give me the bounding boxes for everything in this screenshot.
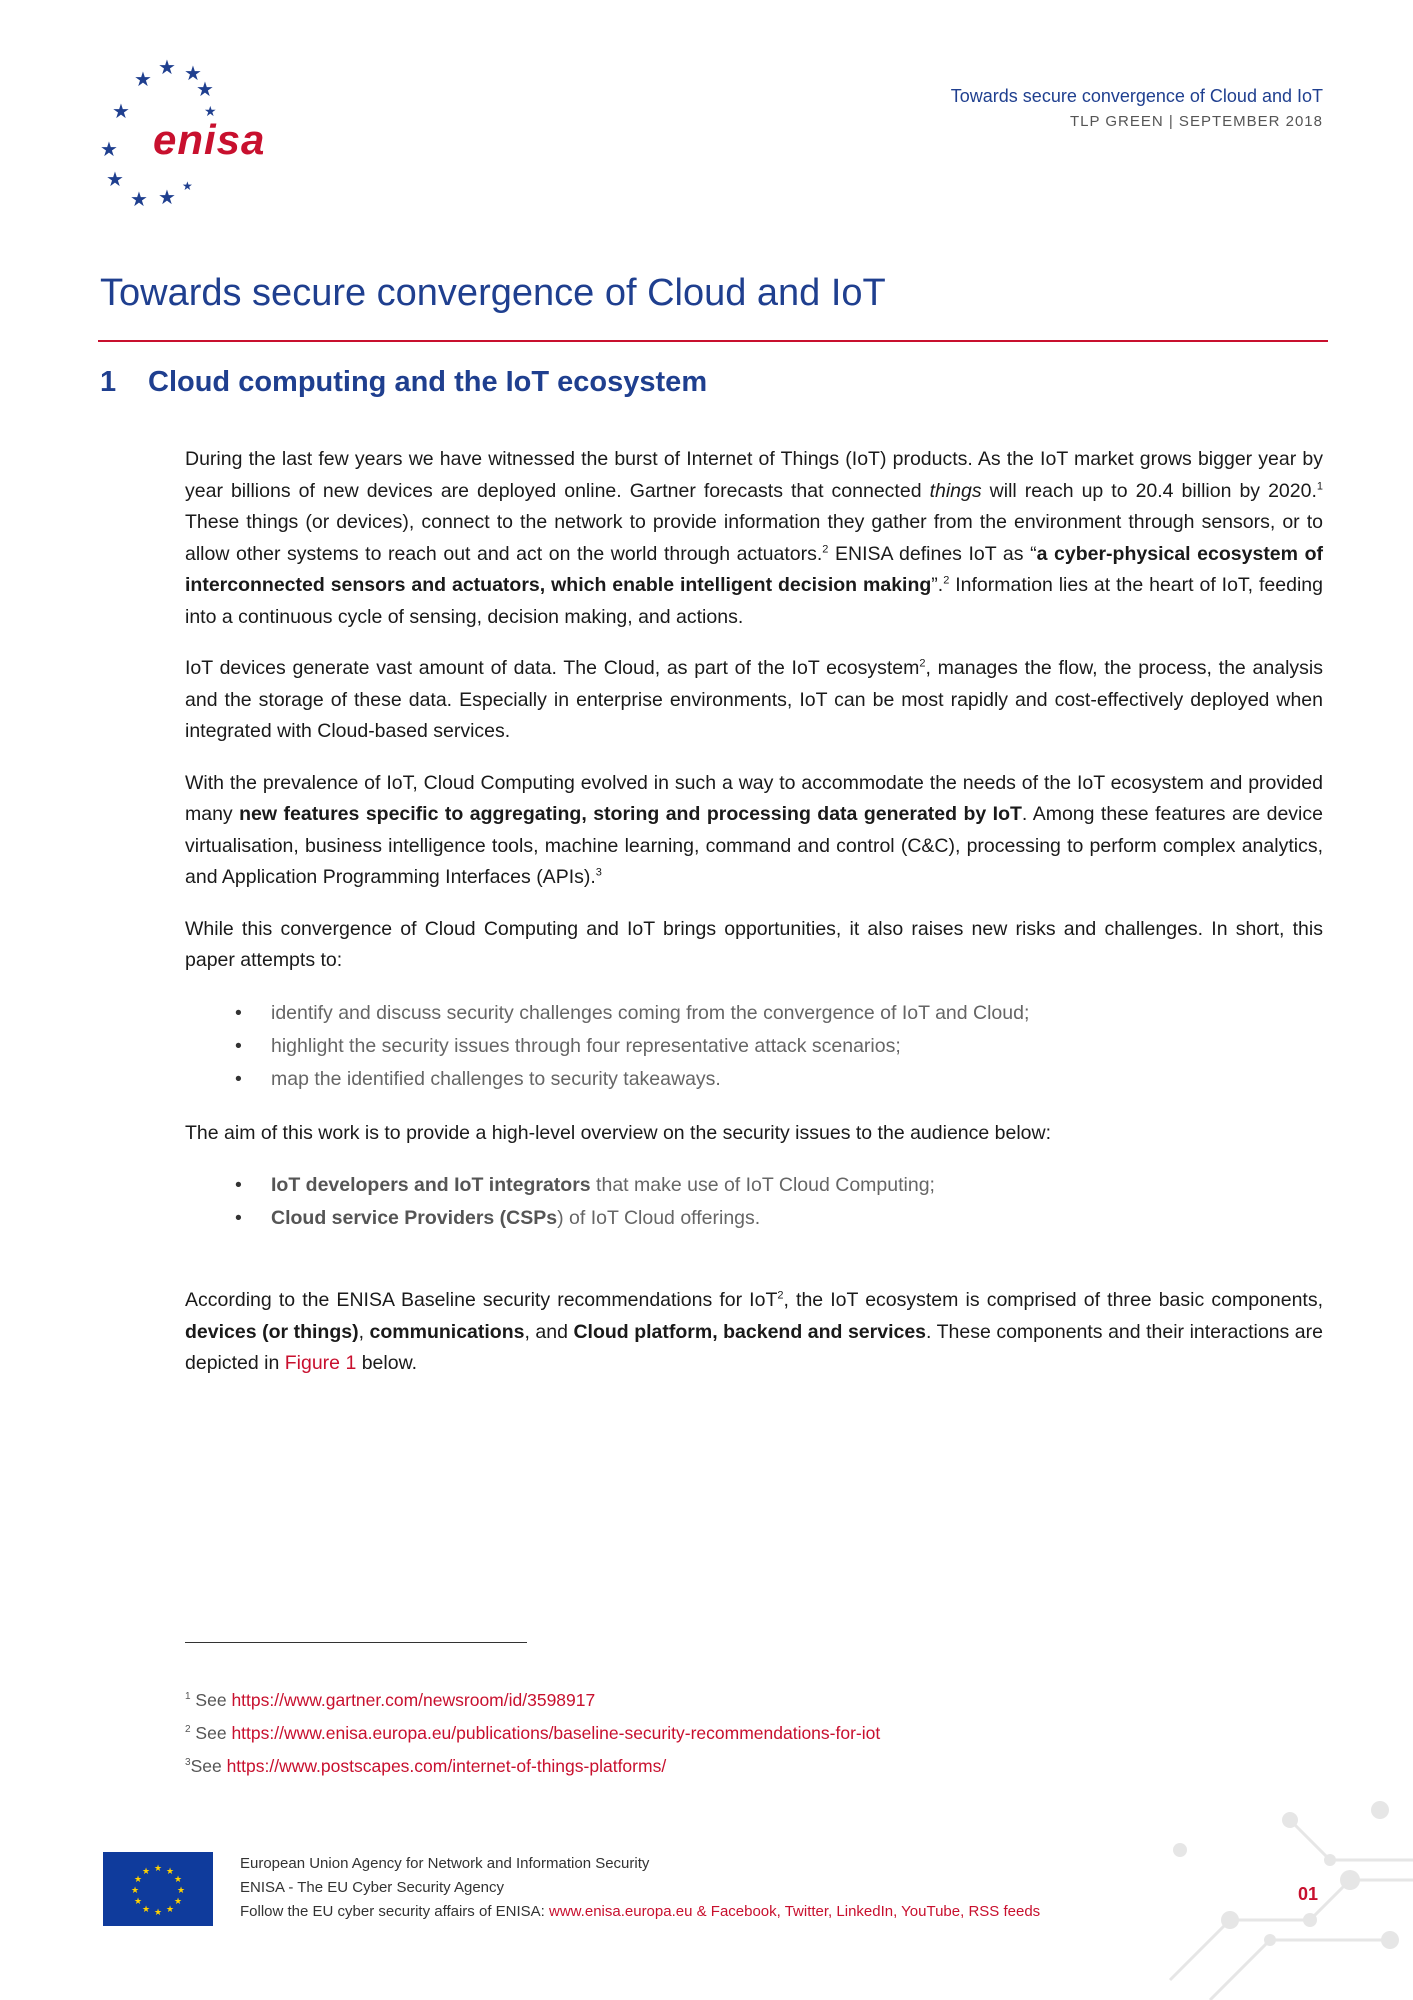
text-run: These things (or devices), connect to the network to provide information they gather from the environment through sensors, or to allow other systems to reach out and act on the world through actuators.: [185, 511, 1323, 565]
bold-run: IoT developers and IoT integrators: [271, 1174, 591, 1196]
list-item: • identify and discuss security challenges coming from the convergence of IoT and Cloud;: [235, 997, 1323, 1030]
text-run: will reach up to 20.4 billion by 2020.: [981, 479, 1317, 502]
footnote-ref[interactable]: 1: [1316, 480, 1323, 492]
running-header: [951, 86, 1323, 130]
footnote-link[interactable]: https://www.enisa.europa.eu/publications/baseline-security-recommendations-for-iot: [231, 1722, 881, 1743]
footnote-number: 3: [185, 1756, 191, 1768]
section-heading: [100, 366, 707, 399]
footnote-1: [185, 1682, 880, 1715]
footnote-3: [185, 1748, 880, 1781]
body-text: [185, 444, 1323, 1400]
list-item: • highlight the security issues through four representative attack scenarios;: [235, 1030, 1323, 1063]
circuit-decoration-icon: [1150, 1780, 1413, 2000]
svg-text:★: ★: [184, 61, 202, 85]
document-title: Towards secure convergence of Cloud and IoT: [100, 272, 886, 314]
svg-text:★: ★: [204, 104, 217, 120]
logo-wordmark: enisa: [153, 116, 266, 163]
social-links[interactable]: www.enisa.europa.eu & Facebook, Twitter, LinkedIn, YouTube, RSS feeds: [549, 1903, 1041, 1920]
agency-name: European Union Agency for Network and Information Security: [240, 1855, 650, 1872]
bold-run: Cloud service Providers (CSPs: [271, 1207, 558, 1229]
svg-text:★: ★: [134, 67, 152, 91]
paragraph-6: [185, 1285, 1323, 1380]
bold-run: new features specific to aggregating, storing and processing data generated by IoT: [239, 803, 1022, 825]
text-run: ”.: [931, 574, 944, 596]
paragraph-1: [185, 444, 1323, 633]
paragraph-4: While this convergence of Cloud Computing and IoT brings opportunities, it also raises new risks and challenges. In short, this paper attempts to:: [185, 917, 1323, 971]
svg-text:★: ★: [173, 1875, 183, 1885]
bold-run: a cyber-physical ecosystem of interconnected sensors and actuators, which enable intelligent decision making: [185, 542, 1323, 596]
svg-text:★: ★: [153, 1908, 163, 1918]
list-item: [235, 1202, 1323, 1235]
footnote-link[interactable]: https://www.gartner.com/newsroom/id/3598917: [231, 1689, 596, 1710]
eu-flag: [103, 1852, 213, 1926]
follow-line: [240, 1900, 1040, 1924]
svg-text:★: ★: [153, 1864, 163, 1874]
text-run: , the IoT ecosystem is comprised of three basic components,: [783, 1289, 1324, 1311]
svg-text:★: ★: [165, 1867, 175, 1877]
objectives-list: [185, 997, 1323, 1096]
footnote-link[interactable]: https://www.postscapes.com/internet-of-things-platforms/: [226, 1755, 667, 1776]
page-number: 01: [1298, 1884, 1319, 1904]
svg-text:★: ★: [133, 1875, 143, 1885]
text-run: , manages the flow, the process, the analysis and the storage of these data. Especially in enterprise environments, IoT can be most rapidly and cost-effectively deployed when integrated with Cloud-based services.: [185, 657, 1323, 742]
running-title: Towards secure convergence of Cloud and IoT: [950, 86, 1323, 106]
svg-text:★: ★: [158, 56, 176, 79]
title-divider: [98, 340, 1328, 342]
footnote-ref[interactable]: 2: [919, 657, 926, 670]
figure-link[interactable]: Figure 1: [284, 1352, 357, 1374]
enisa-logo: [98, 56, 288, 216]
svg-text:★: ★: [173, 1897, 183, 1907]
footnote-2: [185, 1715, 880, 1748]
text-run: With the prevalence of IoT, Cloud Computing evolved in such a way to accommodate the needs of the IoT ecosystem and provided many: [185, 771, 1323, 825]
bold-run: Cloud platform, backend and services: [573, 1320, 927, 1343]
bold-run: communications: [369, 1320, 525, 1343]
footnote-ref[interactable]: 2: [822, 543, 829, 555]
text-run: ) of IoT Cloud offerings.: [557, 1207, 761, 1229]
bold-run: devices (or things): [185, 1320, 359, 1343]
paragraph-3: [185, 768, 1323, 894]
text-run: . Among these features are device virtualisation, business intelligence tools, machine learning, command and control (C&C), processing to perform complex analytics, and Application Programming Interfaces (APIs).: [185, 803, 1323, 888]
footnote-ref[interactable]: 3: [595, 866, 602, 879]
svg-text:★: ★: [176, 1886, 186, 1896]
follow-prefix: Follow the EU cyber security affairs of ENISA:: [240, 1903, 550, 1920]
eu-stars-icon: [103, 1852, 213, 1926]
footnote-number: 2: [185, 1723, 191, 1735]
svg-text:★: ★: [130, 1886, 140, 1896]
audience-list: [185, 1169, 1323, 1235]
svg-text:★: ★: [100, 137, 118, 161]
section-number: 1: [100, 366, 117, 398]
svg-text:★: ★: [133, 1897, 143, 1907]
paragraph-5: The aim of this work is to provide a high-level overview on the security issues to the audience below:: [185, 1121, 1052, 1144]
svg-text:★: ★: [182, 179, 193, 193]
text-run: ,: [358, 1320, 370, 1343]
list-item: • map the identified challenges to security takeaways.: [235, 1063, 1323, 1096]
svg-text:★: ★: [141, 1905, 151, 1915]
footnote-prefix: See: [190, 1689, 232, 1710]
footnote-divider: [185, 1642, 527, 1643]
text-run: During the last few years we have witnessed the burst of Internet of Things (IoT) products. As the IoT market grows bigger year by year billions of new devices are deployed online. Gartner forecasts that connected: [185, 448, 1323, 502]
text-run: that make use of IoT Cloud Computing;: [590, 1174, 935, 1196]
svg-text:★: ★: [112, 99, 130, 123]
section-title: Cloud computing and the IoT ecosystem: [148, 366, 708, 398]
footer-text: [240, 1852, 1040, 1924]
footnote-prefix: See: [190, 1722, 232, 1743]
text-run: . These components and their interactions are depicted in: [185, 1320, 1323, 1374]
svg-text:★: ★: [106, 167, 124, 191]
svg-text:★: ★: [130, 187, 148, 211]
footnote-number: 1: [185, 1691, 191, 1702]
svg-text:★: ★: [141, 1867, 151, 1877]
text-run: , and: [524, 1320, 574, 1343]
list-item: [235, 1169, 1323, 1202]
paragraph-2: [185, 653, 1323, 748]
footnote-ref[interactable]: 2: [777, 1289, 784, 1302]
svg-text:★: ★: [196, 77, 214, 101]
text-run: IoT devices generate vast amount of data. The Cloud, as part of the IoT ecosystem: [185, 657, 920, 679]
footnote-prefix: See: [190, 1755, 227, 1776]
footnotes: [185, 1682, 880, 1780]
running-subtitle: TLP GREEN | SEPTEMBER 2018: [1069, 113, 1323, 130]
footnote-ref[interactable]: 2: [943, 574, 950, 587]
text-run: ENISA defines IoT as “: [828, 542, 1037, 565]
text-run: According to the ENISA Baseline security recommendations for IoT: [185, 1289, 778, 1311]
svg-text:★: ★: [165, 1905, 175, 1915]
svg-text:★: ★: [158, 185, 176, 209]
italic-run: things: [929, 479, 982, 502]
text-run: below.: [356, 1352, 418, 1374]
text-run: Information lies at the heart of IoT, feeding into a continuous cycle of sensing, decision making, and actions.: [185, 574, 1323, 628]
agency-tagline: ENISA - The EU Cyber Security Agency: [240, 1879, 505, 1896]
